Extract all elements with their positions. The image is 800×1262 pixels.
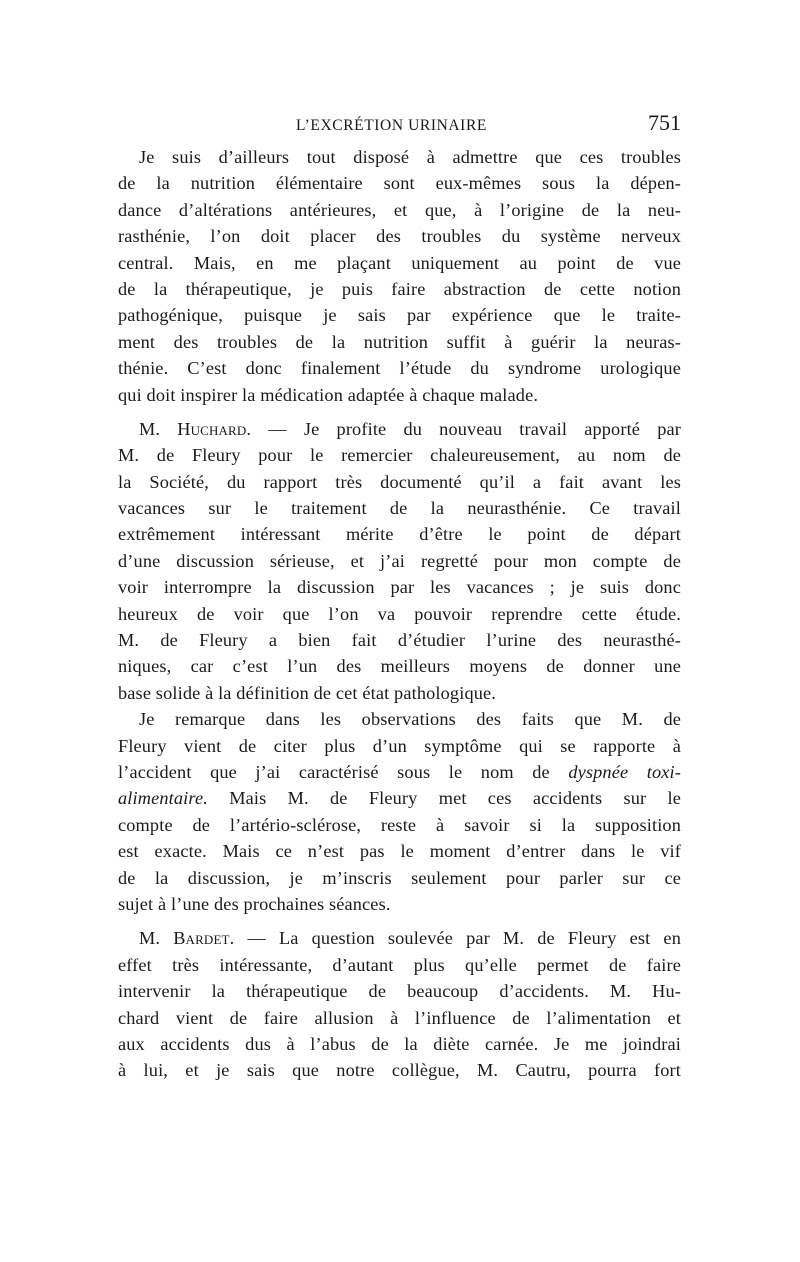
text-line: compte de l’artério-sclérose, reste à savoir si la supposition xyxy=(118,814,681,835)
text-line: M. de Fleury pour le remercier chaleureusement, au nom de xyxy=(118,445,681,466)
text-line: heureux de voir que l’on va pouvoir reprendre cette étude. xyxy=(118,603,681,624)
text-line: de la nutrition élémentaire sont eux-mêmes sous la dépen- xyxy=(118,173,681,194)
paragraph-2 xyxy=(118,416,681,706)
text-line: central. Mais, en me plaçant uniquement au point de vue xyxy=(118,252,681,273)
text-line: dance d’altérations antérieures, et que, à l’origine de la neu- xyxy=(118,199,681,220)
text-fragment: — Je profite du nouveau travail apporté par xyxy=(251,418,681,439)
paragraph-4 xyxy=(118,925,681,1083)
text-line: Fleury vient de citer plus d’un symptôme qui se rapporte à xyxy=(118,735,681,756)
speaker-name: M. Bardet. xyxy=(139,928,235,949)
text-line xyxy=(118,925,681,951)
text-line: base solide à la définition de cet état pathologique. xyxy=(118,682,497,703)
text-line: effet très intéressante, d’autant plus qu’elle permet de faire xyxy=(118,954,681,975)
text-line xyxy=(118,759,681,785)
italic-term: dyspnée toxi- xyxy=(568,761,681,782)
text-line: la Société, du rapport très documenté qu’il a fait avant les xyxy=(118,471,681,492)
paragraph-3 xyxy=(118,706,681,917)
book-page xyxy=(118,110,681,1084)
text-line: de la thérapeutique, je puis faire abstraction de cette notion xyxy=(118,278,681,299)
text-line xyxy=(118,416,681,442)
text-line: voir interrompre la discussion par les vacances ; je suis donc xyxy=(118,577,681,598)
text-line: rasthénie, l’on doit placer des troubles du système nerveux xyxy=(118,226,681,247)
text-line: qui doit inspirer la médication adaptée à chaque malade. xyxy=(118,384,539,405)
page-number: 751 xyxy=(648,110,681,135)
text-line: Je suis d’ailleurs tout disposé à admettre que ces troubles xyxy=(139,147,681,167)
page-header xyxy=(118,110,681,144)
text-line: pathogénique, puisque je sais par expérience que le traite- xyxy=(118,305,681,326)
text-line: intervenir la thérapeutique de beaucoup d’accidents. M. Hu- xyxy=(118,981,681,1002)
text-line: extrêmement intéressant mérite d’être le point de départ xyxy=(118,524,681,545)
text-line: aux accidents dus à l’abus de la diète carnée. Je me joindrai xyxy=(118,1033,681,1054)
text-line: sujet à l’une des prochaines séances. xyxy=(118,893,391,914)
text-line: chard vient de faire allusion à l’influence de l’alimentation et xyxy=(118,1007,681,1028)
text-line: M. de Fleury a bien fait d’étudier l’urine des neurasthé- xyxy=(118,630,681,651)
speaker-name: M. Huchard. xyxy=(139,418,252,439)
text-fragment: l’accident que j’ai caractérisé sous le nom de xyxy=(118,761,569,782)
text-line xyxy=(118,785,681,811)
text-fragment: Mais M. de Fleury met ces accidents sur le xyxy=(207,788,681,809)
text-line: de la discussion, je m’inscris seulement pour parler sur ce xyxy=(118,867,681,888)
text-line: d’une discussion sérieuse, et j’ai regretté pour mon compte de xyxy=(118,550,681,571)
paragraph-1 xyxy=(118,144,681,408)
text-fragment: — La question soulevée par M. de Fleury est en xyxy=(234,928,681,949)
text-line: à lui, et je sais que notre collègue, M. Cautru, pourra fort xyxy=(118,1060,681,1081)
text-line: niques, car c’est l’un des meilleurs moyens de donner une xyxy=(118,656,681,677)
text-line: ment des troubles de la nutrition suffit à guérir la neuras- xyxy=(118,331,681,352)
text-line: thénie. C’est donc finalement l’étude du syndrome urologique xyxy=(118,358,681,379)
text-line: est exacte. Mais ce n’est pas le moment d’entrer dans le vif xyxy=(118,841,681,862)
running-head: L’EXCRÉTION URINAIRE xyxy=(296,117,487,134)
text-line: vacances sur le traitement de la neurasthénie. Ce travail xyxy=(118,498,681,519)
text-line: Je remarque dans les observations des faits que M. de xyxy=(139,709,681,730)
italic-term: alimentaire. xyxy=(118,788,208,809)
